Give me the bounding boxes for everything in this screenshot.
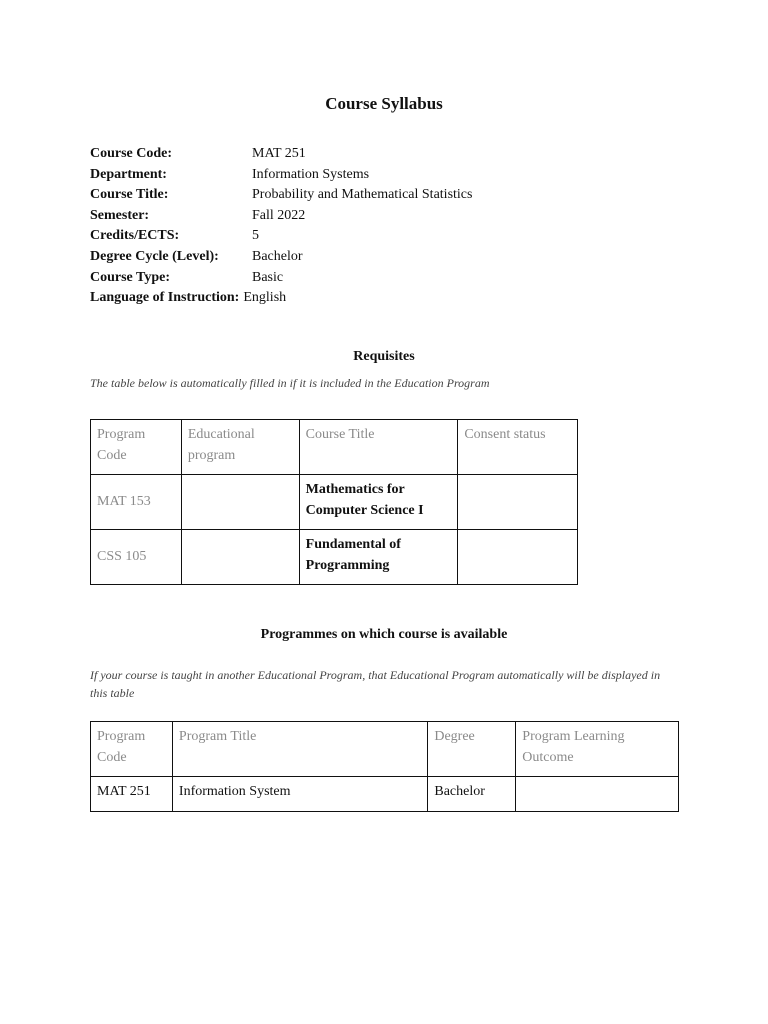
info-value: MAT 251	[252, 146, 306, 161]
header-cell: Program Code	[91, 722, 173, 777]
header-cell: Course Title	[299, 420, 458, 475]
info-label: Semester:	[90, 207, 150, 223]
learning-outcome-cell	[516, 777, 679, 812]
header-cell: Consent status	[458, 420, 578, 475]
header-cell: Program Code	[91, 420, 182, 475]
course-title-cell: Fundamental of Programming	[299, 530, 458, 585]
table-header-row	[91, 722, 679, 777]
table-row	[91, 777, 679, 812]
info-label: Credits/ECTS:	[90, 228, 180, 244]
info-value: Probability and Mathematical Statistics	[252, 187, 473, 203]
educational-program-cell	[181, 475, 299, 530]
info-label: Department:	[90, 166, 167, 182]
degree-cell: Bachelor	[428, 777, 516, 812]
info-row-language	[90, 288, 472, 309]
course-info	[90, 144, 472, 309]
requisites-note: The table below is automatically filled in if it is included in the Education Program	[90, 376, 490, 390]
info-row-credits	[90, 226, 472, 247]
info-row-department	[90, 165, 472, 186]
requisites-heading: Requisites	[353, 349, 415, 364]
table-header-row	[91, 420, 578, 475]
info-row-semester	[90, 206, 472, 227]
educational-program-cell	[181, 530, 299, 585]
program-code-cell: MAT 153	[91, 475, 182, 530]
info-value: Basic	[252, 269, 284, 285]
consent-status-cell	[458, 530, 578, 585]
header-cell: Program Title	[172, 722, 427, 777]
header-cell: Educational program	[181, 420, 299, 475]
info-value: Information Systems	[252, 166, 370, 182]
info-value: Bachelor	[252, 248, 303, 264]
info-label: Course Title:	[90, 187, 169, 203]
programmes-table	[90, 721, 679, 812]
info-label: Course Code:	[90, 146, 173, 161]
page-title: Course Syllabus	[325, 94, 443, 113]
course-title-cell: Mathematics for Computer Science I	[299, 475, 458, 530]
consent-status-cell	[458, 475, 578, 530]
info-value: English	[243, 290, 287, 306]
info-row-course-code	[90, 144, 472, 165]
info-label: Course Type:	[90, 269, 170, 285]
header-cell: Program Learning Outcome	[516, 722, 679, 777]
info-row-course-type	[90, 268, 472, 289]
info-label: Degree Cycle (Level):	[90, 248, 219, 264]
info-value: 5	[252, 228, 259, 244]
table-row	[91, 475, 578, 530]
programmes-heading: Programmes on which course is available	[260, 627, 508, 642]
info-value: Fall 2022	[252, 207, 306, 223]
program-code-cell: CSS 105	[91, 530, 182, 585]
info-row-course-title	[90, 185, 472, 206]
info-label: Language of Instruction:	[90, 290, 240, 306]
program-title-cell: Information System	[172, 777, 427, 812]
requisites-table	[90, 419, 578, 585]
programmes-note: If your course is taught in another Educational Program, that Educational Program automatically will be displayed in this table	[90, 668, 661, 700]
header-cell: Degree	[428, 722, 516, 777]
program-code-cell: MAT 251	[91, 777, 173, 812]
table-row	[91, 530, 578, 585]
info-row-degree-cycle	[90, 247, 472, 268]
